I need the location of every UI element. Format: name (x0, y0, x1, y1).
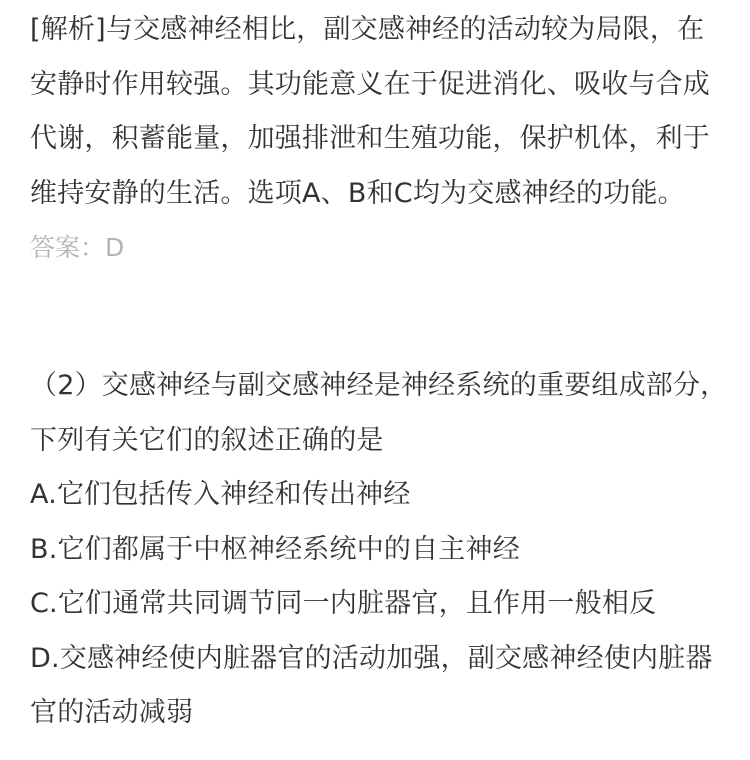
option-a: A.它们包括传入神经和传出神经 (30, 479, 411, 510)
analysis-paragraph: [解析]与交感神经相比，副交感神经的活动较为局限，在安静时作用较强。其功能意义在于促进消化、吸收与合成代谢，积蓄能量，加强排泄和生殖功能，保护机体，利于维持安静的生活。选项A、B和C均为交感神经的功能。 (30, 14, 710, 209)
option-list (30, 468, 730, 741)
document-page (30, 0, 730, 741)
option-c: C.它们通常共同调节同一内脏器官，且作用一般相反 (30, 588, 657, 619)
option-d: D.交感神经使内脏器官的活动加强，副交感神经使内脏器官的活动减弱 (30, 642, 713, 728)
answer-line: 答案：D (30, 233, 125, 262)
question-stem: （2）交感神经与副交感神经是神经系统的重要组成部分，下列有关它们的叙述正确的是 (30, 370, 728, 456)
option-b: B.它们都属于中枢神经系统中的自主神经 (30, 533, 520, 565)
